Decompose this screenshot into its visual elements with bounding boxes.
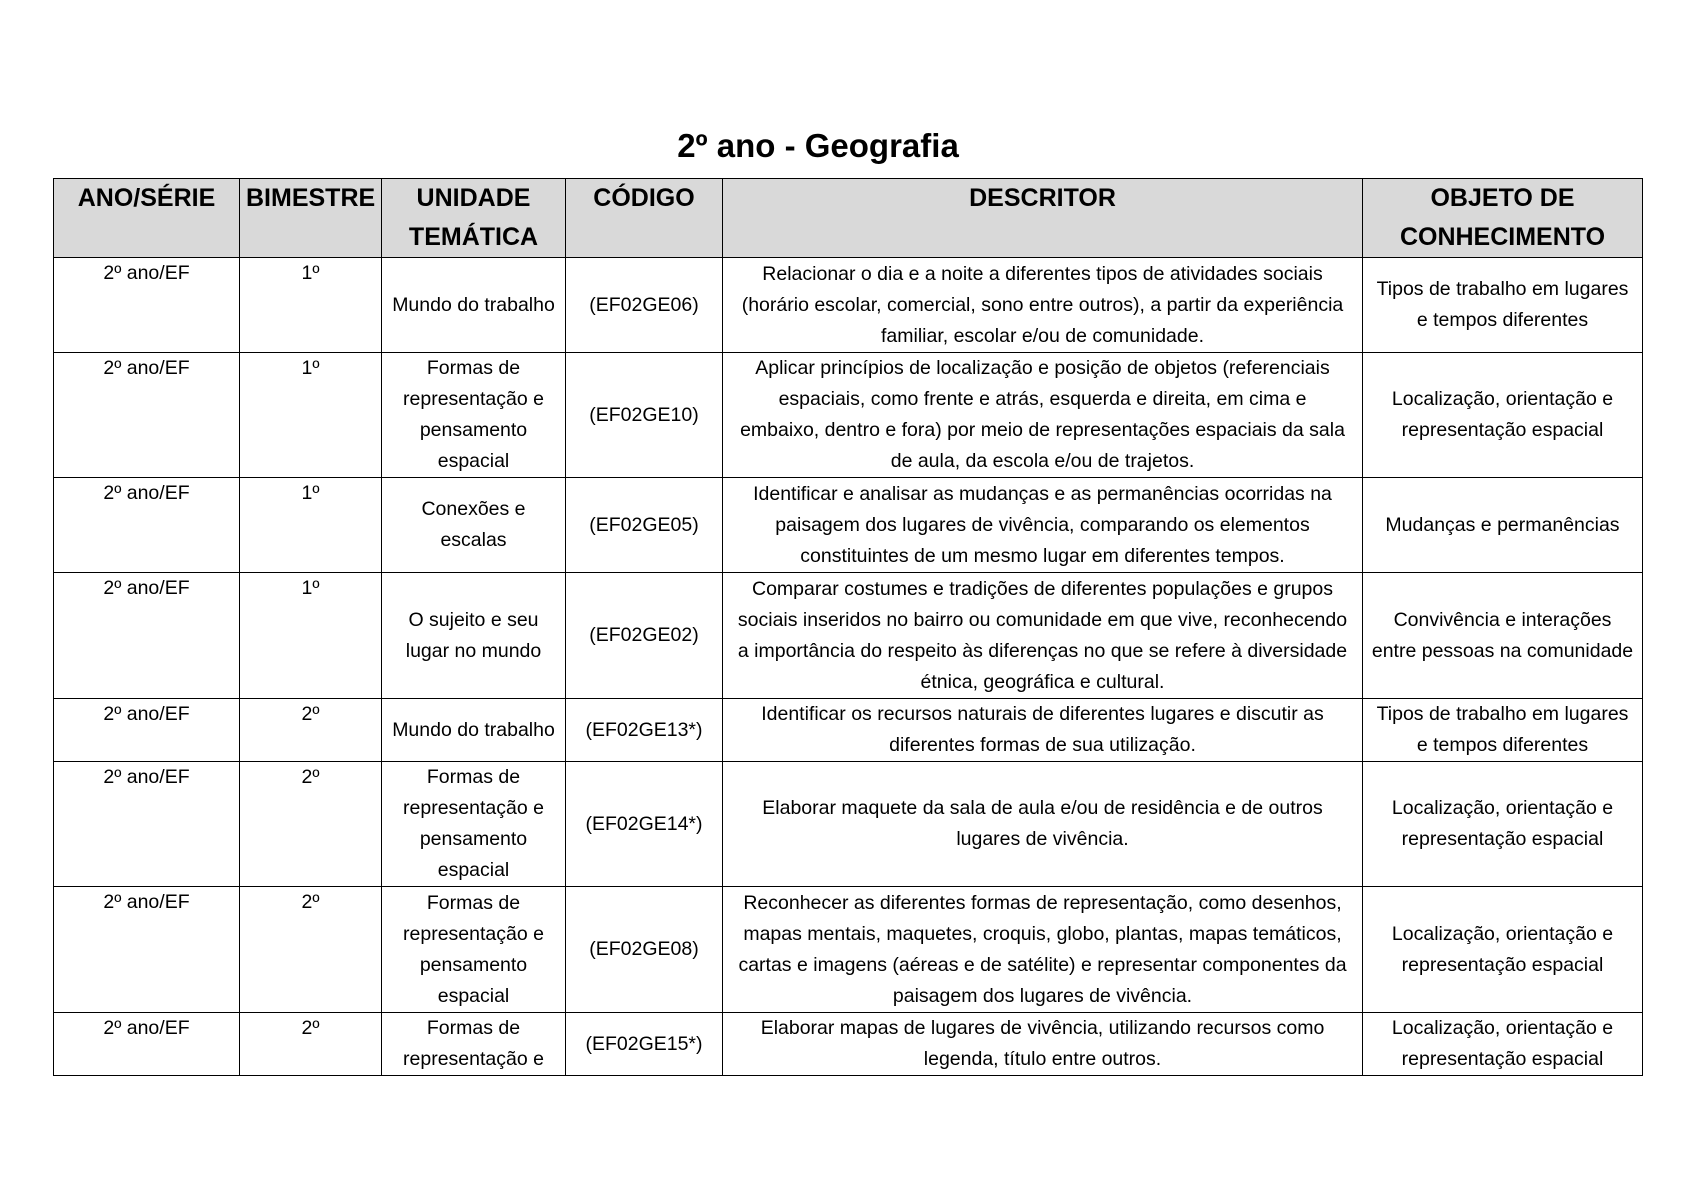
cell-codigo: (EF02GE05) (566, 478, 723, 573)
cell-descritor: Identificar e analisar as mudanças e as permanências ocorridas na paisagem dos lugares de vivência, comparando os elementos constituintes de um mesmo lugar em diferentes tempos. (723, 478, 1363, 573)
cell-bimestre: 1º (240, 573, 382, 699)
cell-bimestre: 1º (240, 478, 382, 573)
cell-codigo: (EF02GE15*) (566, 1013, 723, 1076)
header-ano-serie: ANO/SÉRIE (54, 179, 240, 258)
table-row (54, 258, 1643, 353)
cell-ano: 2º ano/EF (54, 1013, 240, 1076)
cell-descritor: Elaborar mapas de lugares de vivência, utilizando recursos como legenda, título entre outros. (723, 1013, 1363, 1076)
page-title: 2º ano - Geografia (677, 127, 959, 164)
cell-unidade: Mundo do trabalho (382, 258, 566, 353)
cell-bimestre: 2º (240, 1013, 382, 1076)
cell-descritor: Identificar os recursos naturais de diferentes lugares e discutir as diferentes formas de sua utilização. (723, 699, 1363, 762)
cell-objeto: Localização, orientação e representação espacial (1363, 353, 1643, 478)
header-objeto-de-conhecimento: OBJETO DE CONHECIMENTO (1363, 179, 1643, 258)
table-row (54, 699, 1643, 762)
cell-bimestre: 1º (240, 258, 382, 353)
cell-objeto: Mudanças e permanências (1363, 478, 1643, 573)
cell-bimestre: 2º (240, 699, 382, 762)
cell-unidade: Conexões e escalas (382, 478, 566, 573)
cell-codigo: (EF02GE13*) (566, 699, 723, 762)
cell-bimestre: 2º (240, 762, 382, 887)
cell-bimestre: 2º (240, 887, 382, 1013)
curriculum-table (53, 178, 1643, 1076)
cell-objeto: Tipos de trabalho em lugares e tempos diferentes (1363, 258, 1643, 353)
cell-ano: 2º ano/EF (54, 699, 240, 762)
cell-unidade: Formas de representação e pensamento espacial (382, 353, 566, 478)
table-row (54, 478, 1643, 573)
cell-descritor: Comparar costumes e tradições de diferentes populações e grupos sociais inseridos no bairro ou comunidade em que vive, reconhecendo a importância do respeito às diferenças no que se refere à diversidade étnica, geográfica e cultural. (723, 573, 1363, 699)
cell-unidade: O sujeito e seu lugar no mundo (382, 573, 566, 699)
table-row (54, 573, 1643, 699)
cell-objeto: Convivência e interações entre pessoas na comunidade (1363, 573, 1643, 699)
table-row (54, 762, 1643, 887)
cell-descritor: Aplicar princípios de localização e posição de objetos (referenciais espaciais, como frente e atrás, esquerda e direita, em cima e embaixo, dentro e fora) por meio de representações espaciais da sala de aula, da escola e/ou de trajetos. (723, 353, 1363, 478)
header-bimestre: BIMESTRE (240, 179, 382, 258)
cell-codigo: (EF02GE06) (566, 258, 723, 353)
cell-descritor: Elaborar maquete da sala de aula e/ou de residência e de outros lugares de vivência. (723, 762, 1363, 887)
cell-codigo: (EF02GE14*) (566, 762, 723, 887)
cell-codigo: (EF02GE02) (566, 573, 723, 699)
header-descritor: DESCRITOR (723, 179, 1363, 258)
cell-unidade: Formas de representação e pensamento espacial (382, 762, 566, 887)
cell-objeto: Tipos de trabalho em lugares e tempos diferentes (1363, 699, 1643, 762)
cell-ano: 2º ano/EF (54, 478, 240, 573)
cell-ano: 2º ano/EF (54, 353, 240, 478)
table-header-row (54, 179, 1643, 258)
cell-ano: 2º ano/EF (54, 887, 240, 1013)
table-row (54, 887, 1643, 1013)
cell-codigo: (EF02GE10) (566, 353, 723, 478)
header-unidade-tematica: UNIDADE TEMÁTICA (382, 179, 566, 258)
cell-ano: 2º ano/EF (54, 762, 240, 887)
cell-objeto: Localização, orientação e representação espacial (1363, 887, 1643, 1013)
cell-descritor: Relacionar o dia e a noite a diferentes tipos de atividades sociais (horário escolar, comercial, sono entre outros), a partir da experiência familiar, escolar e/ou de comunidade. (723, 258, 1363, 353)
cell-objeto: Localização, orientação e representação espacial (1363, 762, 1643, 887)
cell-ano: 2º ano/EF (54, 258, 240, 353)
cell-objeto: Localização, orientação e representação espacial (1363, 1013, 1643, 1076)
table-row (54, 1013, 1643, 1076)
cell-codigo: (EF02GE08) (566, 887, 723, 1013)
cell-descritor: Reconhecer as diferentes formas de representação, como desenhos, mapas mentais, maquetes, croquis, globo, plantas, mapas temáticos, cartas e imagens (aéreas e de satélite) e representar componentes da paisagem dos lugares de vivência. (723, 887, 1363, 1013)
cell-unidade: Formas de representação e (382, 1013, 566, 1076)
cell-unidade: Formas de representação e pensamento espacial (382, 887, 566, 1013)
cell-bimestre: 1º (240, 353, 382, 478)
header-codigo: CÓDIGO (566, 179, 723, 258)
cell-ano: 2º ano/EF (54, 573, 240, 699)
cell-unidade: Mundo do trabalho (382, 699, 566, 762)
table-row (54, 353, 1643, 478)
